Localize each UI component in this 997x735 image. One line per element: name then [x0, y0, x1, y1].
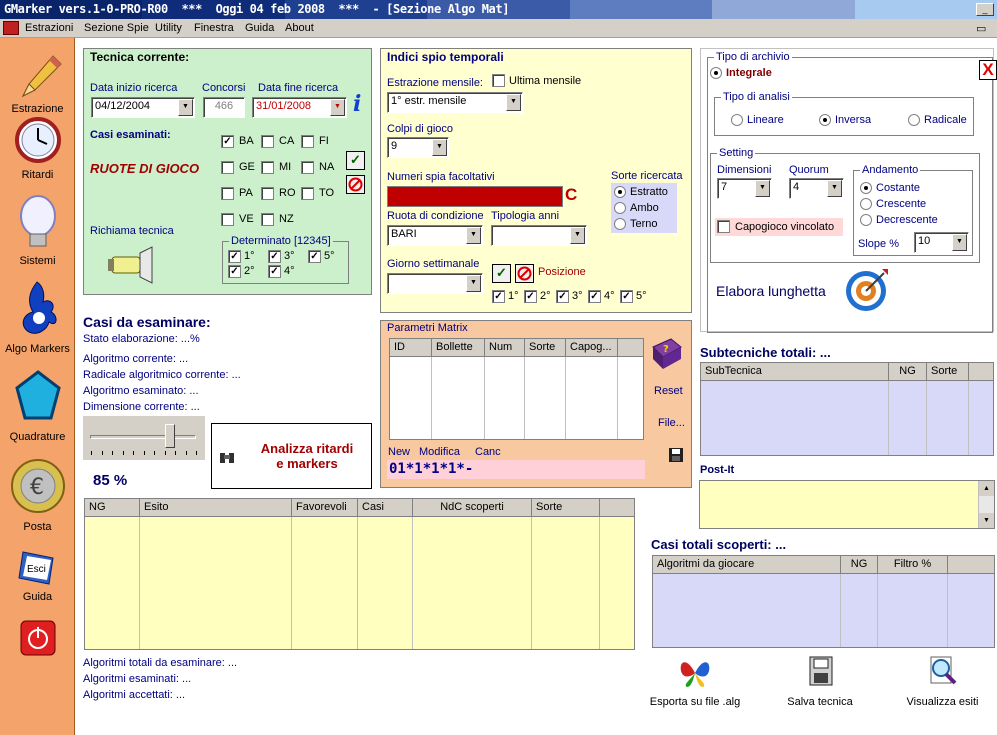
algoritmo-esaminato: Algoritmo esaminato: ...	[83, 385, 199, 397]
title-bar	[0, 0, 997, 19]
spia-label: Numeri spia facoltativi	[387, 171, 495, 183]
clock-icon	[13, 114, 63, 166]
slope-value: 10	[918, 235, 931, 247]
chevron-down-icon: ▼	[432, 139, 447, 156]
chevron-down-icon: ▼	[466, 275, 481, 292]
minimize-button[interactable]: _	[976, 3, 994, 16]
progress-percent: 85 %	[93, 472, 128, 489]
ultima-mensile-checkbox[interactable]	[492, 74, 505, 87]
casi-totali-table[interactable]	[652, 555, 995, 648]
sidebar-item-sistemi[interactable]	[0, 192, 75, 267]
andamento-group	[853, 164, 973, 256]
close-button[interactable]: X	[979, 60, 997, 80]
subtecniche-table[interactable]	[700, 362, 994, 456]
ultima-mensile-label: Ultima mensile	[509, 75, 582, 87]
file-button[interactable]: File...	[658, 417, 685, 429]
sorte-terno-radio[interactable]	[614, 218, 626, 230]
slider-tick	[112, 451, 113, 455]
ruota-pa-checkbox[interactable]	[221, 187, 234, 200]
sidebar-item-label: Posta	[23, 521, 52, 533]
casi-esaminati-label: Casi esaminati:	[90, 129, 171, 141]
radicale-radio[interactable]	[908, 114, 920, 126]
data-fine-select[interactable]	[252, 97, 347, 118]
decrescente-label: Decrescente	[876, 214, 938, 226]
capogioco-checkbox[interactable]	[717, 220, 730, 233]
sorte-ambo-label: Ambo	[630, 202, 659, 214]
col-algoritmi[interactable]: Algoritmi da giocare	[653, 556, 841, 574]
modifica-button[interactable]: Modifica	[419, 446, 460, 458]
sidebar-item-power[interactable]	[0, 618, 75, 661]
concorsi-field	[203, 97, 245, 118]
select-all-button[interactable]: ✓	[346, 151, 365, 170]
data-fine-value: 31/01/2008	[256, 100, 312, 112]
exit-label: Esci	[26, 564, 46, 575]
col-num[interactable]: Num	[485, 339, 525, 357]
archivio-panel	[700, 48, 994, 332]
costante-label: Costante	[876, 182, 921, 194]
algoritmi-esaminati: Algoritmi esaminati: ...	[83, 673, 192, 685]
sidebar-item-label: Guida	[22, 591, 53, 603]
data-inizio-value: 04/12/2004	[95, 100, 151, 112]
results-table-header	[85, 499, 634, 517]
results-table[interactable]	[84, 498, 635, 650]
menu-utility[interactable]: Utility	[155, 22, 182, 34]
canc-button[interactable]: Canc	[475, 446, 501, 458]
col-subtecnica[interactable]: SubTecnica	[701, 363, 889, 381]
menu-estrazioni[interactable]: Estrazioni	[25, 22, 74, 34]
ruota-pa-label: PA	[239, 187, 253, 199]
help-book-icon[interactable]	[649, 337, 683, 371]
posizione-4-checkbox[interactable]: ✓	[588, 290, 601, 303]
target-icon[interactable]	[844, 265, 890, 315]
postit-textarea[interactable]	[699, 480, 995, 529]
ruota-ve-checkbox[interactable]	[221, 213, 234, 226]
ruota-to-checkbox[interactable]	[301, 187, 314, 200]
determinato-group	[222, 235, 349, 284]
lottery-logo-icon	[13, 278, 63, 340]
visualizza-action[interactable]	[890, 655, 995, 708]
col-ng[interactable]: NG	[841, 556, 878, 574]
col-bollette[interactable]: Bollette	[432, 339, 485, 357]
slider-tick	[102, 451, 103, 455]
inversa-radio[interactable]	[819, 114, 831, 126]
ruota-ge-checkbox[interactable]	[221, 161, 234, 174]
chevron-down-icon: ▼	[570, 227, 585, 244]
col-ng[interactable]: NG	[85, 499, 140, 517]
save-disk-icon[interactable]	[669, 448, 683, 462]
restore-button[interactable]: ▭	[976, 23, 987, 35]
sorte-estratto-label: Estratto	[630, 186, 668, 198]
menu-about[interactable]: About	[285, 22, 314, 34]
binoculars-icon	[219, 449, 235, 465]
integrale-radio[interactable]	[710, 67, 722, 79]
determinato-3-label: 5°	[324, 250, 335, 262]
tipo-archivio-group	[707, 51, 994, 333]
determinato-5-label: 4°	[284, 265, 295, 277]
andamento-label: Andamento	[862, 164, 919, 176]
postit-title: Post-It	[700, 464, 735, 476]
ruota-fi-label: FI	[319, 135, 329, 147]
spia-input[interactable]	[387, 186, 563, 207]
subtecniche-title: Subtecniche totali: ...	[700, 345, 831, 360]
salva-action[interactable]	[770, 655, 870, 708]
chevron-down-icon: ▼	[330, 99, 345, 116]
determinato-1-checkbox[interactable]: ✓	[228, 250, 241, 263]
quorum-select[interactable]	[789, 178, 844, 199]
concorsi-value: 466	[214, 100, 234, 112]
pentagon-icon	[13, 368, 63, 428]
stato-elaborazione: Stato elaborazione: ...%	[83, 333, 200, 345]
matrix-pattern-field[interactable]	[387, 460, 645, 479]
posizione-5-checkbox[interactable]: ✓	[620, 290, 633, 303]
sorte-group	[611, 183, 677, 233]
dimensioni-value: 7	[721, 181, 728, 193]
slope-select[interactable]	[914, 232, 969, 253]
tipo-analisi-label: Tipo di analisi	[723, 91, 790, 103]
data-inizio-label: Data inizio ricerca	[90, 82, 178, 94]
forbidden-icon	[516, 265, 533, 282]
estrazione-mensile-select[interactable]	[387, 92, 523, 113]
casi-totali-title: Casi totali scoperti: ...	[651, 537, 787, 552]
col-ndc-scoperti[interactable]: NdC scoperti	[413, 499, 532, 517]
col-capog[interactable]: Capog...	[566, 339, 618, 357]
ruota-condizione-value: BARI	[391, 228, 417, 240]
col-id[interactable]: ID	[390, 339, 432, 357]
algoritmo-corrente: Algoritmo corrente: ...	[83, 353, 189, 365]
tipo-archivio-label: Tipo di archivio	[716, 51, 790, 63]
setting-label: Setting	[719, 147, 754, 159]
slider-track	[90, 435, 196, 439]
postit-scrollbar[interactable]	[978, 481, 994, 528]
elabora-label: Elabora lunghetta	[716, 283, 826, 299]
chevron-down-icon: ▼	[178, 99, 193, 116]
ruota-ba-label: BA	[239, 135, 254, 147]
algoritmi-totali: Algoritmi totali da esaminare: ...	[83, 657, 238, 669]
forbidden-icon	[347, 176, 364, 193]
slider-tick	[123, 451, 124, 455]
determinato-2-checkbox[interactable]: ✓	[268, 250, 281, 263]
giorno-label: Giorno settimanale	[387, 258, 480, 270]
determinato-label: Determinato [12345]	[231, 235, 331, 247]
esporta-label: Esporta su file .alg	[649, 696, 741, 708]
lineare-label: Lineare	[747, 114, 784, 126]
matrix-title: Parametri Matrix	[387, 322, 468, 334]
col-casi[interactable]: Casi	[358, 499, 413, 517]
ruota-to-label: TO	[319, 187, 335, 199]
posizione-1-label: 1°	[508, 290, 519, 302]
info-icon[interactable]: i	[353, 91, 362, 117]
pencil-icon	[13, 48, 63, 100]
data-fine-label: Data fine ricerca	[258, 82, 339, 94]
euro-coin-icon	[10, 458, 66, 518]
ruota-mi-label: MI	[279, 161, 292, 173]
ruota-ba-checkbox[interactable]: ✓	[221, 135, 234, 148]
sidebar-item-label: Sistemi	[19, 255, 56, 267]
sidebar-item-label: Quadrature	[9, 431, 66, 443]
colpi-label: Colpi di gioco	[387, 123, 454, 135]
determinato-3-checkbox[interactable]: ✓	[308, 250, 321, 263]
svg-text:?: ?	[663, 344, 669, 355]
chevron-down-icon: ▼	[952, 234, 967, 251]
ruota-condizione-select[interactable]	[387, 225, 483, 246]
menu-guida[interactable]: Guida	[245, 22, 275, 34]
ruota-fi-checkbox[interactable]	[301, 135, 314, 148]
tecnica-title: Tecnica corrente:	[90, 50, 190, 64]
matrix-table[interactable]	[389, 338, 644, 440]
dimensioni-select[interactable]	[717, 178, 772, 199]
determinato-2-label: 3°	[284, 250, 295, 262]
determinato-1-label: 1°	[244, 250, 255, 262]
ruota-ge-label: GE	[239, 161, 255, 173]
analizza-line2: e markers	[276, 456, 338, 471]
ruote-di-gioco-label: RUOTE DI GIOCO	[90, 161, 200, 176]
dimensione-corrente: Dimensione corrente: ...	[83, 401, 200, 413]
sidebar	[0, 38, 75, 735]
algoritmi-accettati: Algoritmi accettati: ...	[83, 689, 186, 701]
ruota-na-checkbox[interactable]	[301, 161, 314, 174]
esporta-action[interactable]	[640, 655, 750, 708]
menu-bar	[0, 19, 997, 38]
indici-panel	[380, 48, 692, 313]
subtecniche-table-header	[701, 363, 993, 381]
exit-book-icon	[13, 548, 63, 588]
matrix-panel	[380, 320, 692, 488]
analizza-button[interactable]	[211, 423, 372, 489]
deselect-all-button[interactable]	[346, 175, 365, 194]
chevron-down-icon: ▼	[466, 227, 481, 244]
sorte-label: Sorte ricercata	[611, 170, 683, 182]
posizione-5-label: 5°	[636, 290, 647, 302]
quorum-value: 4	[793, 181, 800, 193]
posizione-label: Posizione	[538, 266, 586, 278]
radicale-corrente: Radicale algoritmico corrente: ...	[83, 369, 241, 381]
tipo-analisi-group	[714, 91, 974, 136]
posizione-2-checkbox[interactable]: ✓	[524, 290, 537, 303]
sorte-terno-label: Terno	[630, 218, 658, 230]
menu-sezione-spie[interactable]: Sezione Spie	[84, 22, 149, 34]
salva-label: Salva tecnica	[787, 696, 853, 708]
posizione-3-label: 3°	[572, 290, 583, 302]
determinato-4-label: 2°	[244, 265, 255, 277]
tipologia-anni-select[interactable]	[491, 225, 587, 246]
sidebar-item-ritardi[interactable]	[0, 114, 75, 181]
chevron-down-icon: ▼	[827, 180, 842, 197]
sidebar-item-label: Ritardi	[21, 169, 54, 181]
quorum-label: Quorum	[789, 164, 829, 176]
chevron-down-icon: ▼	[755, 180, 770, 197]
estrazione-mensile-value: 1° estr. mensile	[391, 95, 467, 107]
slider-tick	[165, 451, 166, 455]
ruota-ro-label: RO	[279, 187, 296, 199]
posizione-3-checkbox[interactable]: ✓	[556, 290, 569, 303]
slider-tick	[154, 451, 155, 455]
scroll-up-icon[interactable]: ▲	[979, 481, 994, 496]
lightbulb-icon	[13, 192, 63, 252]
capogioco-label: Capogioco vincolato	[735, 221, 835, 233]
window-title: GMarker vers.1-0-PRO-R00 *** Oggi 04 feb 2008 *** - [Sezione Algo Mat]	[4, 2, 510, 16]
data-inizio-select[interactable]	[91, 97, 195, 118]
pos-deselect-all-button[interactable]	[515, 264, 534, 283]
concorsi-label: Concorsi	[202, 82, 246, 94]
scroll-down-icon[interactable]: ▼	[979, 513, 994, 528]
matrix-pattern-value: 01*1*1*1*-	[389, 461, 474, 477]
app-icon[interactable]	[3, 21, 19, 35]
col-ng[interactable]: NG	[889, 363, 927, 381]
col-sorte[interactable]: Sorte	[927, 363, 969, 381]
colpi-value: 9	[391, 140, 398, 152]
butterfly-icon	[677, 655, 713, 687]
sidebar-item-label: Estrazione	[11, 103, 64, 115]
inversa-label: Inversa	[835, 114, 872, 126]
indici-title: Indici spio temporali	[387, 50, 504, 64]
crescente-label: Crescente	[876, 198, 927, 210]
ruota-ve-label: VE	[239, 213, 254, 225]
svg-text:€: €	[29, 475, 44, 500]
integrale-label: Integrale	[726, 67, 772, 79]
analizza-line1: Analizza ritardi	[260, 441, 354, 456]
dimensioni-label: Dimensioni	[717, 164, 772, 176]
sidebar-item-quadrature[interactable]	[0, 368, 75, 443]
estrazione-mensile-label: Estrazione mensile:	[387, 77, 483, 89]
slider-tick	[196, 451, 197, 455]
ruota-nz-checkbox[interactable]	[261, 213, 274, 226]
posizione-2-label: 2°	[540, 290, 551, 302]
sidebar-item-label: Algo Markers	[5, 343, 70, 355]
sidebar-item-guida[interactable]	[0, 548, 75, 603]
flashlight-icon[interactable]	[106, 243, 156, 285]
determinato-4-checkbox[interactable]: ✓	[228, 265, 241, 278]
col-esito[interactable]: Esito	[140, 499, 292, 517]
magnifier-icon	[925, 655, 961, 687]
ruota-ca-label: CA	[279, 135, 295, 147]
decrescente-radio[interactable]	[860, 214, 872, 226]
lineare-radio[interactable]	[731, 114, 743, 126]
slider-tick	[91, 451, 92, 455]
crescente-radio[interactable]	[860, 198, 872, 210]
richiama-tecnica-label: Richiama tecnica	[90, 225, 174, 237]
giorno-select[interactable]	[387, 273, 483, 294]
sorte-ambo-radio[interactable]	[614, 202, 626, 214]
power-icon	[18, 618, 58, 658]
casi-totali-table-header	[653, 556, 994, 574]
colpi-select[interactable]	[387, 137, 449, 158]
sidebar-item-algo-markers[interactable]	[0, 278, 75, 355]
ruota-nz-label: NZ	[279, 213, 294, 225]
col-favorevoli[interactable]: Favorevoli	[292, 499, 358, 517]
posizione-4-label: 4°	[604, 290, 615, 302]
ruota-condizione-label: Ruota di condizione	[387, 210, 484, 222]
posizione-1-checkbox[interactable]: ✓	[492, 290, 505, 303]
analizza-label	[242, 441, 372, 471]
slider-tick	[175, 451, 176, 455]
tecnica-panel	[83, 48, 372, 295]
new-button[interactable]: New	[388, 446, 411, 458]
sidebar-item-estrazione[interactable]	[0, 48, 75, 115]
sorte-estratto-radio[interactable]	[614, 186, 626, 198]
setting-group	[710, 147, 980, 263]
visualizza-label: Visualizza esiti	[906, 696, 979, 708]
floppy-icon	[804, 655, 836, 687]
reset-button[interactable]: Reset	[654, 385, 683, 397]
ruota-mi-checkbox[interactable]	[261, 161, 274, 174]
casi-title: Casi da esaminare:	[83, 314, 211, 330]
radicale-label: Radicale	[924, 114, 967, 126]
capogioco-row	[715, 218, 843, 236]
col-sorte[interactable]: Sorte	[525, 339, 566, 357]
ruota-ca-checkbox[interactable]	[261, 135, 274, 148]
tipologia-anni-label: Tipologia anni	[491, 210, 560, 222]
slider-tick	[186, 451, 187, 455]
slope-label: Slope %	[858, 238, 899, 250]
determinato-5-checkbox[interactable]: ✓	[268, 265, 281, 278]
slider-tick	[133, 451, 134, 455]
matrix-table-header	[390, 339, 643, 357]
ruota-na-label: NA	[319, 161, 335, 173]
costante-radio[interactable]	[860, 182, 872, 194]
ruota-ro-checkbox[interactable]	[261, 187, 274, 200]
slider-thumb[interactable]	[165, 424, 175, 448]
pos-select-all-button[interactable]: ✓	[492, 264, 511, 283]
spia-clear-button[interactable]: C	[565, 185, 578, 204]
chevron-down-icon: ▼	[506, 94, 521, 111]
menu-finestra[interactable]: Finestra	[194, 22, 234, 34]
col-sorte[interactable]: Sorte	[532, 499, 600, 517]
progress-slider[interactable]	[83, 416, 205, 460]
sidebar-item-posta[interactable]	[0, 458, 75, 533]
col-filtro[interactable]: Filtro %	[878, 556, 948, 574]
slider-tick	[144, 451, 145, 455]
